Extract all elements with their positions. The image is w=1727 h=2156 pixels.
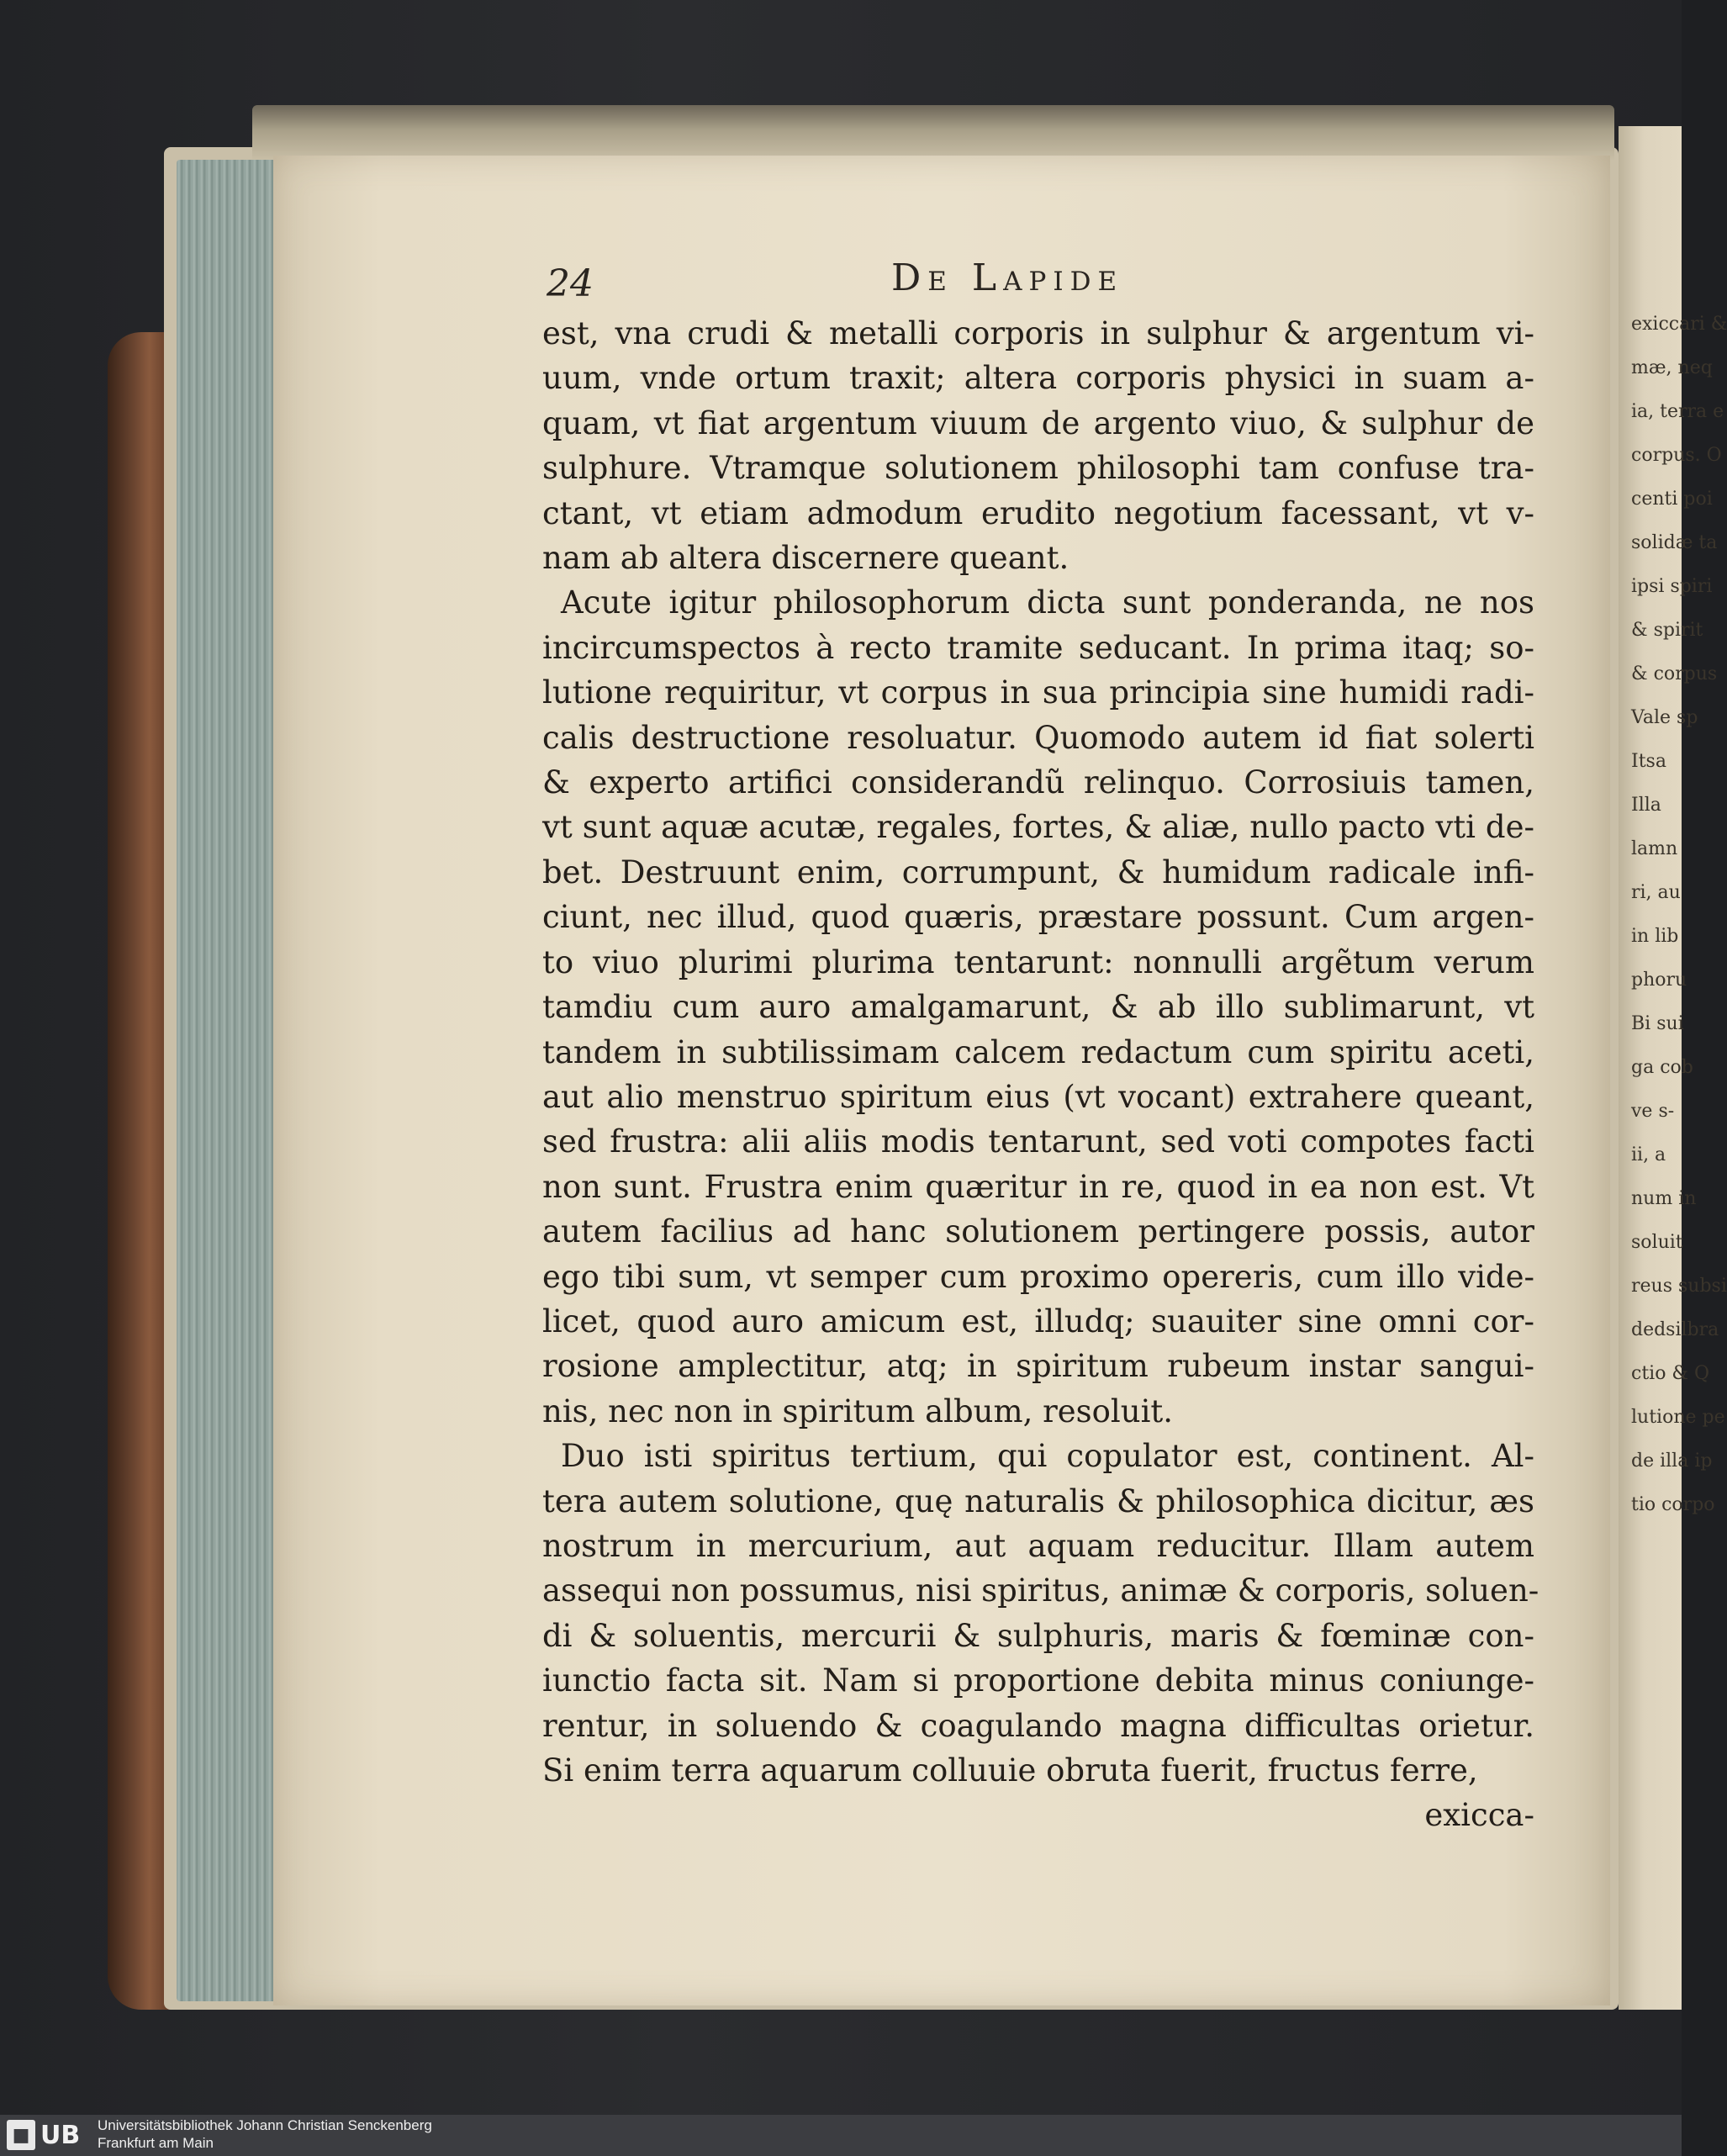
text-line: licet, quod auro amicum est, illudq; suauiter sine omni cor-	[542, 1303, 1534, 1340]
text-line: uum, vnde ortum traxit; altera corporis physici in suam a-	[542, 360, 1534, 397]
facing-page-line: ri, au	[1631, 882, 1681, 903]
facing-page-line: Itsa	[1631, 751, 1666, 772]
facing-page-line: ipsi spiri	[1631, 576, 1713, 597]
facing-page-line: ii, a	[1631, 1144, 1666, 1165]
facing-page-line: reus subsi	[1631, 1276, 1727, 1297]
page-number: 24	[547, 262, 594, 305]
facing-page-line: solidæ ta	[1631, 532, 1718, 553]
ub-logo	[7, 2118, 91, 2152]
facing-page-line: lamn	[1631, 838, 1678, 859]
facing-page-line: lutione pe	[1631, 1407, 1725, 1428]
page-body-text	[542, 311, 1540, 1838]
text-line: Acute igitur philosophorum dicta sunt ponderanda, ne nos	[561, 584, 1534, 621]
footer-institution	[98, 2116, 432, 2152]
text-line: tera autem solutione, quę naturalis & philosophica dicitur, æs	[542, 1482, 1534, 1519]
text-line: est, vna crudi & metalli corporis in sulphur & argentum vi-	[542, 315, 1534, 351]
running-head: De Lapide	[891, 256, 1124, 299]
text-line: lutione requiritur, vt corpus in sua principia sine humidi radi-	[542, 674, 1534, 711]
facing-page-line: ve s-	[1631, 1101, 1675, 1122]
facing-page-text	[1631, 303, 1727, 1527]
facing-page-line: Vale sp	[1631, 707, 1698, 728]
text-line: autem facilius ad hanc solutionem pertingere possis, autor	[542, 1213, 1534, 1250]
facing-page-line: soluit	[1631, 1232, 1683, 1253]
text-line: exicca-	[1424, 1797, 1534, 1834]
facing-page-line: exiccari &	[1631, 314, 1727, 335]
facing-page-line: tio corpo	[1631, 1494, 1715, 1515]
text-line: rosione amplectitur, atq; in spiritum rubeum instar sangui-	[542, 1348, 1534, 1385]
library-emblem-icon: ■	[7, 2120, 35, 2150]
facing-page-line: de illa ip	[1631, 1451, 1713, 1472]
text-line: assequi non possumus, nisi spiritus, animæ & corporis, soluen-	[542, 1572, 1540, 1609]
text-line: to viuo plurimi plurima tentarunt: nonnulli argẽtum verum	[542, 943, 1534, 980]
facing-page-line: corpus. O	[1631, 445, 1722, 466]
facing-page-line: & corpus	[1631, 663, 1718, 684]
text-line: nam ab altera discernere queant.	[542, 540, 1069, 577]
facing-page-line: ia, terra e	[1631, 401, 1724, 422]
page-edges	[177, 160, 286, 2001]
institution-line-2: Frankfurt am Main	[98, 2135, 214, 2151]
text-line: Si enim terra aquarum colluuie obruta fuerit, fructus ferre,	[542, 1752, 1478, 1789]
text-line: & experto artifici considerandũ relinquo. Corrosiuis tamen,	[542, 764, 1534, 801]
text-line: Duo isti spiritus tertium, qui copulator est, continent. Al-	[561, 1438, 1534, 1475]
text-line: tamdiu cum auro amalgamarunt, & ab illo sublimarunt, vt	[542, 989, 1534, 1026]
text-line: quam, vt fiat argentum viuum de argento viuo, & sulphur de	[542, 404, 1534, 441]
text-line: bet. Destruunt enim, corrumpunt, & humidum radicale infi-	[542, 853, 1534, 890]
text-line: rentur, in soluendo & coagulando magna difficultas orietur.	[542, 1707, 1534, 1744]
text-line: vt sunt aquæ acutæ, regales, fortes, & aliæ, nullo pacto vti de-	[542, 809, 1534, 846]
text-line: ciunt, nec illud, quod quæris, præstare possunt. Cum argen-	[542, 899, 1534, 936]
facing-page-line: Illa	[1631, 795, 1661, 816]
facing-page-line: ga cob	[1631, 1057, 1693, 1078]
text-line: incircumspectos à recto tramite seducant. In prima itaq; so-	[542, 629, 1534, 666]
facing-page-line: in lib	[1631, 926, 1679, 947]
facing-page-line: phoru	[1631, 970, 1687, 991]
book-top-edge	[252, 105, 1614, 160]
text-line: iunctio facta sit. Nam si proportione debita minus coniunge-	[542, 1662, 1534, 1699]
text-line: nostrum in mercurium, aut aquam reducitur. Illam autem	[542, 1527, 1534, 1564]
facing-page-line: centi poi	[1631, 489, 1713, 510]
text-line: aut alio menstruo spiritum eius (vt vocant) extrahere queant,	[542, 1078, 1534, 1115]
text-line: tandem in subtilissimam calcem redactum cum spiritu aceti,	[542, 1033, 1534, 1070]
text-line: nis, nec non in spiritum album, resoluit.	[542, 1392, 1174, 1429]
facing-page-line: ctio & Q	[1631, 1363, 1710, 1384]
text-line: di & soluentis, mercurii & sulphuris, maris & fœminæ con-	[542, 1617, 1534, 1654]
facing-page-line: Bi sui	[1631, 1013, 1684, 1034]
text-line: sulphure. Vtramque solutionem philosophi tam confuse tra-	[542, 450, 1534, 487]
text-line: non sunt. Frustra enim quæritur in re, quod in ea non est. Vt	[542, 1168, 1534, 1205]
text-line: ego tibi sum, vt semper cum proximo opereris, cum illo vide-	[542, 1258, 1534, 1295]
text-line: sed frustra: alii aliis modis tentarunt, sed voti compotes facti	[542, 1123, 1534, 1160]
facing-page-line: & spirit	[1631, 620, 1703, 641]
facing-page-line: num in	[1631, 1188, 1697, 1209]
text-line: ctant, vt etiam admodum erudito negotium facessant, vt v-	[542, 494, 1534, 531]
facing-page-line: dedsilbra	[1631, 1319, 1719, 1340]
text-line: calis destructione resoluatur. Quomodo autem id fiat solerti	[542, 719, 1534, 756]
facing-page-line: mæ, neq	[1631, 357, 1713, 378]
ub-logo-text: UB	[40, 2120, 81, 2150]
institution-line-1: Universitätsbibliothek Johann Christian Senckenberg	[98, 2117, 432, 2133]
